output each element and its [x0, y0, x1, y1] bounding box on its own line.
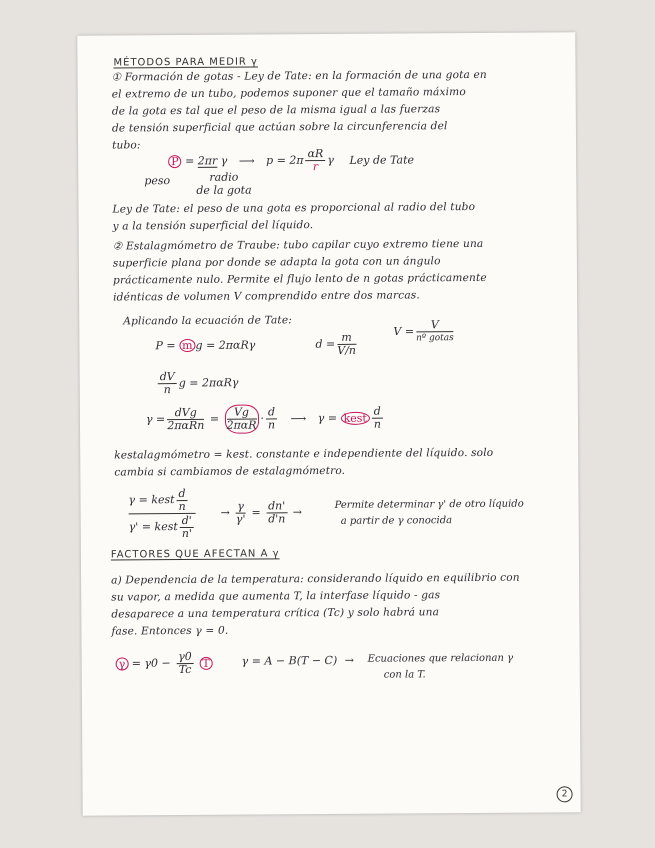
equation-dv: $\frac{dV}{n}$ g = 2παRγ	[159, 370, 239, 397]
section-temperature	[111, 570, 520, 641]
arrow-icon: →	[220, 506, 230, 520]
p-circled: P	[168, 155, 181, 168]
annotation-radio: radio de la gota	[196, 170, 252, 197]
arrow-icon: ⟶	[238, 154, 255, 168]
section-tate-law	[112, 199, 475, 236]
arrow-icon: ⟶	[290, 411, 307, 425]
eq2-den: r	[312, 160, 319, 174]
equation-temperature: γ = γ0 − $\frac{\gamma 0}{Tc}$ T	[116, 651, 213, 677]
page-title: MÉTODOS PARA MEDIR γ	[113, 56, 258, 69]
text-line: superficie plana por donde se adapta la gota con un ángulo	[112, 255, 441, 270]
gamma-circled: γ	[116, 657, 129, 670]
equation-linear: γ = A − B(T − C) →	[241, 653, 354, 668]
text-line: Ley de Tate: el peso de una gota es proporcional al radio del tubo	[112, 200, 476, 216]
text-line: idénticas de volumen V comprendido entre dos marcas.	[113, 289, 420, 304]
t-circled: T	[199, 656, 212, 669]
ley-de-tate-label: Ley de Tate	[349, 152, 415, 167]
text-line: su vapor, a medida que aumenta T, la interfase líquido - gas	[111, 589, 441, 604]
equation-gamma-pair: γ = kest $\frac{d}{n}$ γ' = kest $\frac{d'}{n'}$	[128, 487, 196, 540]
notebook-page	[77, 32, 580, 815]
eq-2pir: 2πr	[197, 154, 218, 168]
text-line: el extremo de un tubo, podemos suponer que el tamaño máximo	[111, 86, 466, 101]
eq2-gamma: γ	[327, 153, 334, 167]
text-line: kestalagmómetro = kest. constante e independiente del líquido. solo	[114, 446, 494, 462]
text-line: de tensión superficial que actúan sobre la circunferencia del	[111, 120, 448, 135]
arrow-icon: →	[292, 505, 303, 519]
text-line: a) Dependencia de la temperatura: considerando líquido en equilibrio con	[111, 571, 520, 587]
kest-circled: kest	[341, 411, 370, 424]
equation-p: P = m g = 2παRγ	[155, 338, 256, 353]
equation-note: Ecuaciones que relacionan γ con la T.	[367, 652, 514, 681]
annotation-peso: peso	[144, 174, 171, 188]
ratio-note: Permite determinar γ' de otro líquido a partir de γ conocida	[334, 498, 524, 527]
aplicando-text: Aplicando la ecuación de Tate:	[123, 314, 293, 328]
text-line: prácticamente nulo. Permite el flujo lento de n gotas prácticamente	[112, 271, 487, 287]
text-line: ① Formación de gotas - Ley de Tate: en la formación de una gota en	[111, 68, 487, 84]
eq-gamma: γ	[220, 154, 228, 168]
section-kest	[114, 445, 493, 482]
text-line: tubo:	[112, 139, 141, 152]
factors-title: FACTORES QUE AFECTAN A γ	[110, 548, 280, 561]
text-line: de la gota es tal que el peso de la misma igual a las fuerzas	[111, 103, 441, 118]
eq2-left: p = 2π	[266, 153, 304, 167]
section-traube-text	[113, 236, 487, 307]
eq-sign: =	[185, 154, 195, 168]
text-line: ② Estalagmómetro de Traube: tubo capilar cuyo extremo tiene una	[112, 237, 484, 253]
section-tate-text	[112, 67, 488, 155]
m-circled: m	[179, 339, 196, 352]
text-line: cambia si cambiamos de estalagmómetro.	[114, 464, 346, 479]
eq2-num: αR	[306, 148, 326, 161]
page-number: 2	[557, 786, 573, 802]
arrow-icon: →	[344, 653, 354, 667]
equation-d: d = $\frac{m}{V/n}$	[315, 330, 357, 357]
text-line: fase. Entonces γ = 0.	[111, 624, 229, 638]
text-line: y a la tensión superficial del líquido.	[112, 219, 314, 233]
text-line: desaparece a una temperatura crítica (Tc) y solo habrá una	[111, 606, 440, 621]
equation-v: V = $\frac{V}{\text{nº gotas}}$	[393, 318, 454, 344]
equation-ratio: → $\frac{\gamma}{\gamma'}$ = $\frac{dn'}{d'n}$ →	[220, 499, 303, 526]
equation-gamma: γ = $\frac{\text{dVg}}{\text{2παRn}}$ = $\frac{Vg}{\text{2παR}}$ · $\frac{d}{n}$ ⟶ γ = kest $\frac{d}{n}$	[145, 404, 381, 433]
